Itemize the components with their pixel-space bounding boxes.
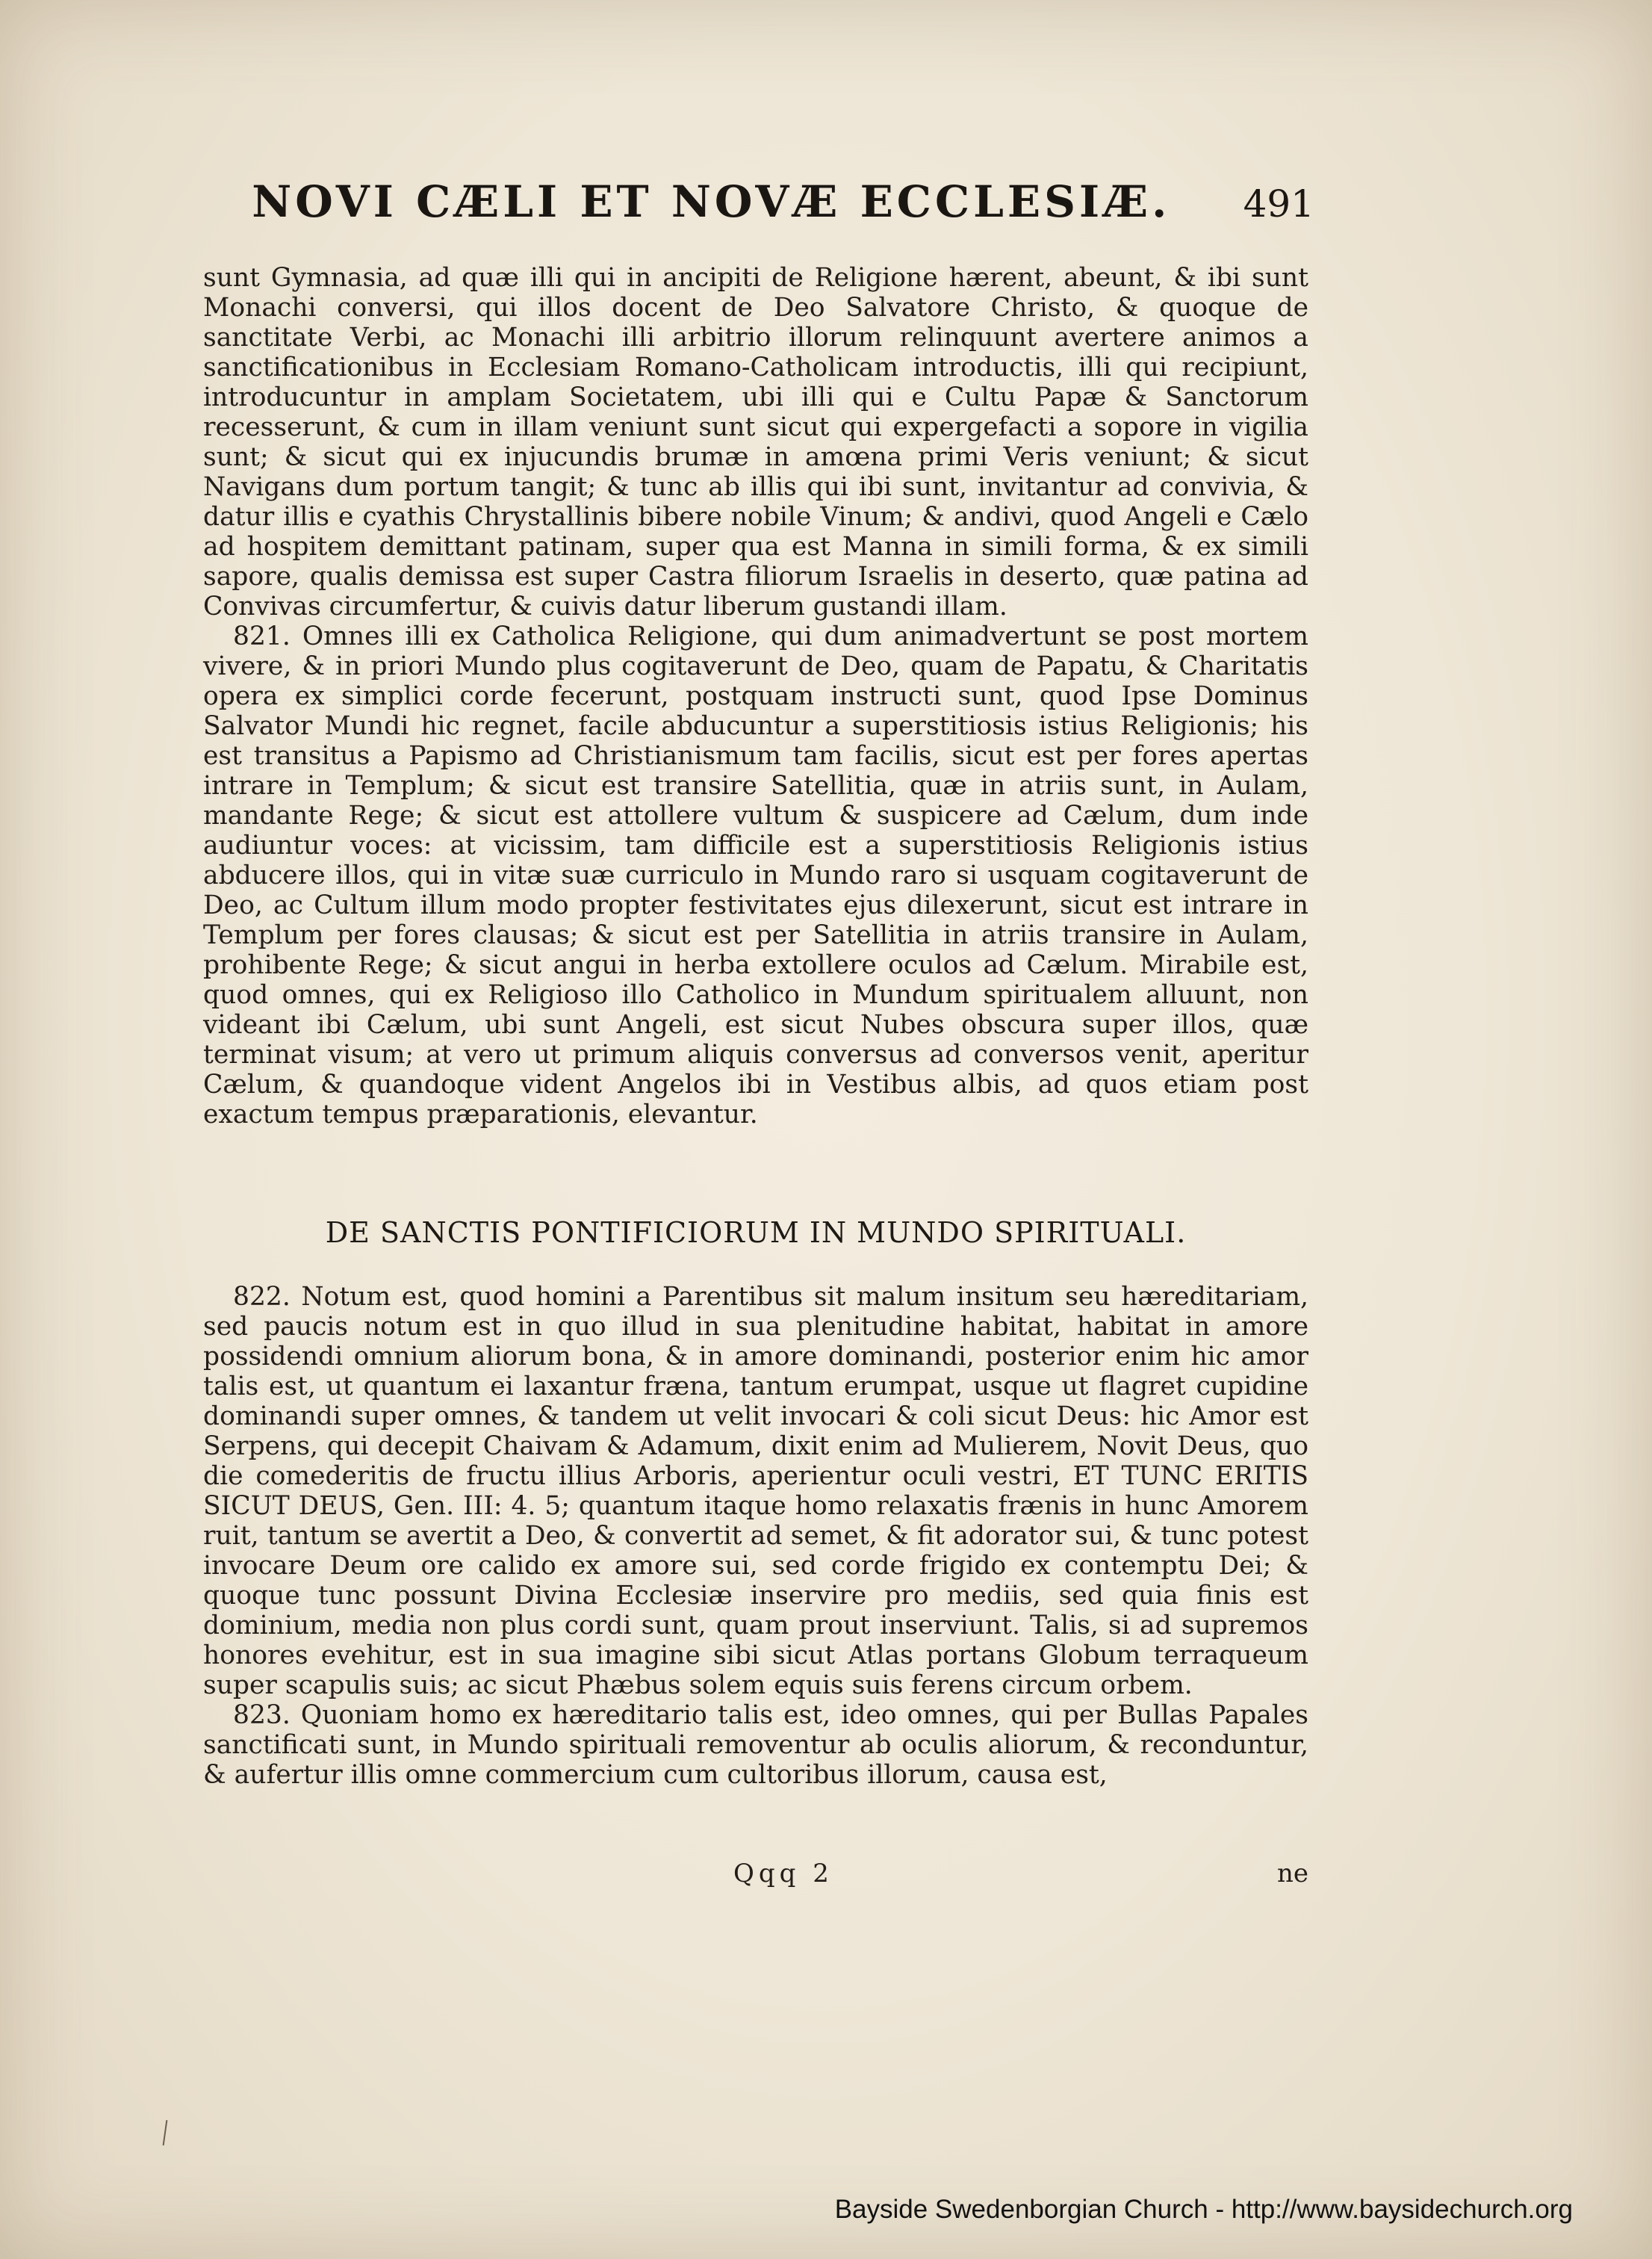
signature-line — [203, 1859, 1308, 1891]
footer-credit: Bayside Swedenborgian Church - http://www.baysidechurch.org — [834, 2195, 1573, 2224]
text-block-upper — [203, 263, 1308, 1130]
paragraph-continuation: sunt Gymnasia, ad quæ illi qui in ancipiti de Religione hærent, abeunt, & ibi sunt Monachi conversi, qui illos docent de Deo Salvatore Christo, & quoque de sanctitate Verbi, ac Monachi illi arbitrio illorum relinquunt avertere animos a sanctificationibus in Ecclesiam Romano-Catholicam introductis, illi qui recipiunt, introducuntur in amplam Societatem, ubi illi qui e Cultu Papæ & Sanctorum recesserunt, & cum in illam veniunt sunt sicut qui expergefacti a sopore in vigilia sunt; & sicut qui ex injucundis brumæ in amœna primi Veris veniunt; & sicut Navigans dum portum tangit; & tunc ab illis qui ibi sunt, invitantur ad convivia, & datur illis e cyathis Chrystallinis bibere nobile Vinum; & andivi, quod Angeli e Cælo ad hospitem demittant patinam, super qua est Manna in simili forma, & ex simili sapore, qualis demissa est super Castra filiorum Israelis in deserto, quæ patina ad Convivas circumfertur, & cuivis datur liberum gustandi illam. — [203, 263, 1308, 622]
section-heading: DE SANCTIS PONTIFICIORUM IN MUNDO SPIRITUALI. — [325, 1216, 1187, 1249]
paragraph-822: 822. Notum est, quod homini a Parentibus sit malum insitum seu hæreditariam, sed paucis notum est in quo illud in sua plenitudine habitat, habitat in amore possidendi omnium aliorum bona, & in amore dominandi, posterior enim hic amor talis est, ut quantum ei laxantur fræna, tantum erumpat, usque ut flagret cupidine dominandi super omnes, & tandem ut velit invocari & coli sicut Deus: hic Amor est Serpens, qui decepit Chaivam & Adamum, dixit enim ad Mulierem, Novit Deus, quo die comederitis de fructu illius Arboris, aperientur oculi vestri, ET TUNC ERITIS SICUT DEUS, Gen. III: 4. 5; quantum itaque homo relaxatis frænis in hunc Amorem ruit, tantum se avertit a Deo, & convertit ad semet, & fit adorator sui, & tunc potest invocare Deum ore calido ex amore sui, sed corde frigido ex contemptu Dei; & quoque tunc possunt Divina Ecclesiæ inservire pro mediis, sed quia finis est dominium, media non plus cordi sunt, quam prout inserviunt. Talis, si ad supremos honores evehitur, est in sua imagine sibi sicut Atlas portans Globum terraqueum super scapulis suis; ac sicut Phæbus solem equis suis ferens circum orbem. — [203, 1282, 1308, 1700]
running-title: NOVI CÆLI ET NOVÆ ECCLESIÆ. — [252, 176, 1171, 227]
paragraph-823: 823. Quoniam homo ex hæreditario talis est, ideo omnes, qui per Bullas Papales sanctificati sunt, in Mundo spirituali removentur ab oculis aliorum, & reconduntur, & aufertur illis omne commercium cum cultoribus illorum, causa est, — [203, 1700, 1308, 1790]
signature-mark: Qqq 2 — [733, 1859, 833, 1888]
catchword: ne — [1276, 1859, 1308, 1888]
paragraph-821: 821. Omnes illi ex Catholica Religione, qui dum animadvertunt se post mortem vivere, & in priori Mundo plus cogitaverunt de Deo, quam de Papatu, & Charitatis opera ex simplici corde fecerunt, postquam instructi sunt, quod Ipse Dominus Salvator Mundi hic regnet, facile abducuntur a superstitiosis istius Religionis; his est transitus a Papismo ad Christianismum tam facilis, sicut est per fores apertas intrare in Templum; & sicut est transire Satellitia, quæ in atriis sunt, in Aulam, mandante Rege; & sicut est attollere vultum & suspicere ad Cælum, dum inde audiuntur voces: at vicissim, tam difficile est a superstitiosis Religionis istius abducere illos, qui in vitæ suæ curriculo in Mundo raro si usquam cogitaverunt de Deo, ac Cultum illum modo propter festivitates ejus dilexerunt, sicut est intrare in Templum per fores clausas; & sicut est per Satellitia in atriis transire in Aulam, prohibente Rege; & sicut angui in herba extollere oculos ad Cælum. Mirabile est, quod omnes, qui ex Religioso illo Catholico in Mundum spiritualem alluunt, non videant ibi Cælum, ubi sunt Angeli, est sicut Nubes obscura super illos, quæ terminat visum; at vero ut primum aliquis conversus ad conversos venit, aperitur Cælum, & quandoque vident Angelos ibi in Vestibus albis, ad quos etiam post exactum tempus præparationis, elevantur. — [203, 622, 1308, 1130]
ink-mark — [163, 2120, 168, 2145]
text-block-lower — [203, 1282, 1308, 1790]
page-number: 491 — [1243, 182, 1314, 226]
running-head — [202, 176, 1314, 227]
